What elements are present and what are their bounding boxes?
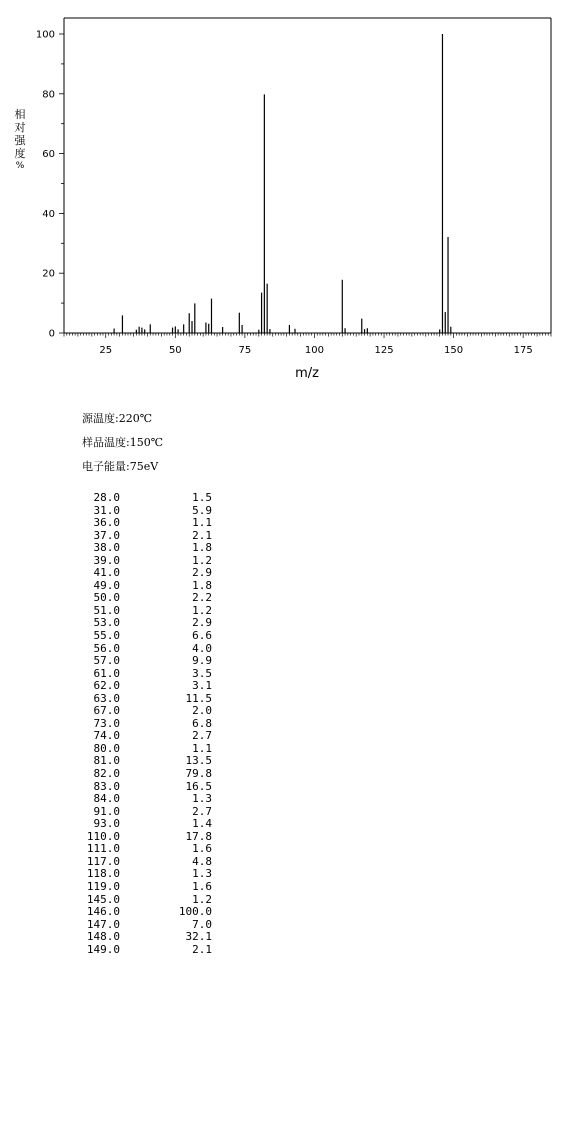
peak-intensity-value: 3.1: [192, 679, 212, 693]
y-tick-label: 20: [42, 268, 55, 280]
peak-mz-value: 55.0: [93, 629, 120, 643]
peak-intensity-value: 1.8: [192, 541, 212, 555]
measurement-conditions: [82, 411, 163, 483]
x-tick-label: 25: [99, 345, 113, 356]
peak-mz-value: 119.0: [86, 879, 120, 893]
peak-table-row: [82, 542, 212, 555]
peak-mz-value: 149.0: [86, 942, 120, 956]
peak-mz-value: 51.0: [93, 603, 120, 617]
peak-intensity-value: 2.2: [192, 591, 212, 605]
peak-mz-value: 91.0: [93, 804, 120, 818]
peak-intensity-value: 1.5: [192, 491, 212, 504]
y-axis-label-char: 对: [14, 121, 26, 134]
peak-intensity-value: 2.9: [192, 616, 212, 630]
peak-mz-value: 73.0: [93, 716, 120, 730]
peak-mz-value: 74.0: [93, 729, 120, 743]
peak-table-row: [82, 881, 212, 894]
peak-mz-value: 61.0: [93, 666, 120, 680]
peak-intensity-value: 79.8: [185, 767, 212, 781]
peak-mz-value: 146.0: [86, 905, 120, 919]
peak-mz-value: 31.0: [93, 503, 120, 517]
y-axis-label-char: 相: [14, 108, 26, 121]
peak-mz-value: 111.0: [86, 842, 120, 856]
peak-table-row: [82, 680, 212, 693]
peak-table-row: [82, 931, 212, 944]
sample-temperature: 样品温度:150℃: [82, 436, 164, 449]
peak-mz-value: 56.0: [93, 641, 120, 655]
peak-mz-value: 93.0: [93, 817, 120, 831]
peak-intensity-value: 11.5: [185, 691, 212, 705]
peak-table-row: [82, 768, 212, 781]
y-tick-label: 0: [48, 328, 55, 340]
peak-intensity-value: 1.3: [192, 792, 212, 806]
y-tick-label: 40: [42, 208, 55, 220]
peak-intensity-value: 13.5: [185, 754, 212, 768]
peak-intensity-value: 1.2: [192, 553, 212, 567]
peak-intensity-value: 3.5: [192, 666, 212, 680]
peak-intensity-value: 5.9: [192, 503, 212, 517]
peak-table-row: [82, 517, 212, 530]
peak-intensity-value: 1.2: [192, 603, 212, 617]
peak-mz-value: 28.0: [93, 491, 120, 504]
peak-mz-value: 67.0: [93, 704, 120, 718]
peak-intensity-value: 100.0: [178, 905, 212, 919]
peak-mz-value: 36.0: [93, 516, 120, 530]
x-axis-label: m/z: [295, 366, 319, 380]
peak-table-row: [82, 793, 212, 806]
peak-intensity-value: 2.7: [192, 804, 212, 818]
y-axis-label-char: 度: [14, 147, 26, 160]
peak-intensity-value: 16.5: [185, 779, 212, 793]
peak-intensity-value: 4.0: [192, 641, 212, 655]
peak-mz-value: 39.0: [93, 553, 120, 567]
peak-table-row: [82, 944, 212, 957]
peak-intensity-value: 1.1: [192, 741, 212, 755]
peak-mz-value: 83.0: [93, 779, 120, 793]
peak-intensity-value: 2.1: [192, 528, 212, 542]
x-tick-label: 75: [238, 345, 252, 356]
peak-intensity-value: 1.1: [192, 516, 212, 530]
mass-spectrum-chart: [0, 0, 570, 380]
peak-table-row: [82, 843, 212, 856]
peak-mz-value: 110.0: [86, 829, 120, 843]
peak-table-row: [82, 567, 212, 580]
peak-intensity-value: 1.6: [192, 842, 212, 856]
peak-mz-value: 41.0: [93, 566, 120, 580]
peak-intensity-value: 2.0: [192, 704, 212, 718]
peak-intensity-value: 9.9: [192, 654, 212, 668]
peak-intensity-value: 17.8: [185, 829, 212, 843]
peak-mz-value: 84.0: [93, 792, 120, 806]
peak-mz-value: 37.0: [93, 528, 120, 542]
peak-table-row: [82, 655, 212, 668]
peak-mz-value: 80.0: [93, 741, 120, 755]
peak-mz-value: 118.0: [86, 867, 120, 881]
peak-intensity-value: 7.0: [192, 917, 212, 931]
peak-mz-value: 57.0: [93, 654, 120, 668]
plot-frame: [64, 18, 551, 333]
peak-intensity-value: 2.9: [192, 566, 212, 580]
peak-mz-value: 145.0: [86, 892, 120, 906]
x-tick-label: 50: [168, 345, 182, 356]
peak-intensity-value: 1.4: [192, 817, 212, 831]
peak-mz-value: 82.0: [93, 767, 120, 781]
peak-mz-value: 38.0: [93, 541, 120, 555]
y-tick-label: 100: [35, 29, 55, 41]
tick-labels: [36, 30, 533, 357]
x-tick-label: 150: [444, 345, 464, 356]
peak-intensity-value: 1.2: [192, 892, 212, 906]
peak-mz-value: 62.0: [93, 679, 120, 693]
peak-mz-value: 117.0: [86, 854, 120, 868]
peak-intensity-value: 6.8: [192, 716, 212, 730]
peak-mz-value: 53.0: [93, 616, 120, 630]
y-axis-label-unit: %: [15, 161, 25, 171]
x-tick-label: 125: [374, 345, 394, 356]
peak-intensity-value: 2.7: [192, 729, 212, 743]
peak-intensity-value: 32.1: [185, 930, 212, 944]
peak-mz-value: 50.0: [93, 591, 120, 605]
peak-mz-value: 63.0: [93, 691, 120, 705]
y-axis-label: [11, 108, 29, 173]
peak-table-row: [82, 705, 212, 718]
peak-table-row: [82, 630, 212, 643]
x-tick-label: 100: [304, 345, 325, 356]
peak-intensity-value: 1.6: [192, 879, 212, 893]
peak-intensity-value: 1.8: [192, 578, 212, 592]
peak-intensity-value: 1.3: [192, 867, 212, 881]
peak-intensity-value: 4.8: [192, 854, 212, 868]
spectrum-peaks: [114, 34, 451, 333]
source-temperature: 源温度:220℃: [82, 412, 153, 425]
axis-ticks: [59, 34, 551, 338]
peak-table-row: [82, 492, 212, 505]
peak-mz-value: 148.0: [86, 930, 120, 944]
peak-mz-value: 81.0: [93, 754, 120, 768]
peak-table-row: [82, 906, 212, 919]
peak-intensity-value: 2.1: [192, 942, 212, 956]
peak-intensity-value: 6.6: [192, 629, 212, 643]
peak-mz-value: 49.0: [93, 578, 120, 592]
peak-table: [82, 492, 212, 956]
y-tick-label: 80: [42, 89, 55, 101]
peak-table-row: [82, 818, 212, 831]
x-tick-label: 175: [513, 345, 533, 356]
y-tick-label: 60: [42, 149, 55, 161]
electron-energy: 电子能量:75eV: [82, 460, 159, 473]
peak-mz-value: 147.0: [86, 917, 120, 931]
y-axis-label-char: 强: [14, 134, 26, 147]
